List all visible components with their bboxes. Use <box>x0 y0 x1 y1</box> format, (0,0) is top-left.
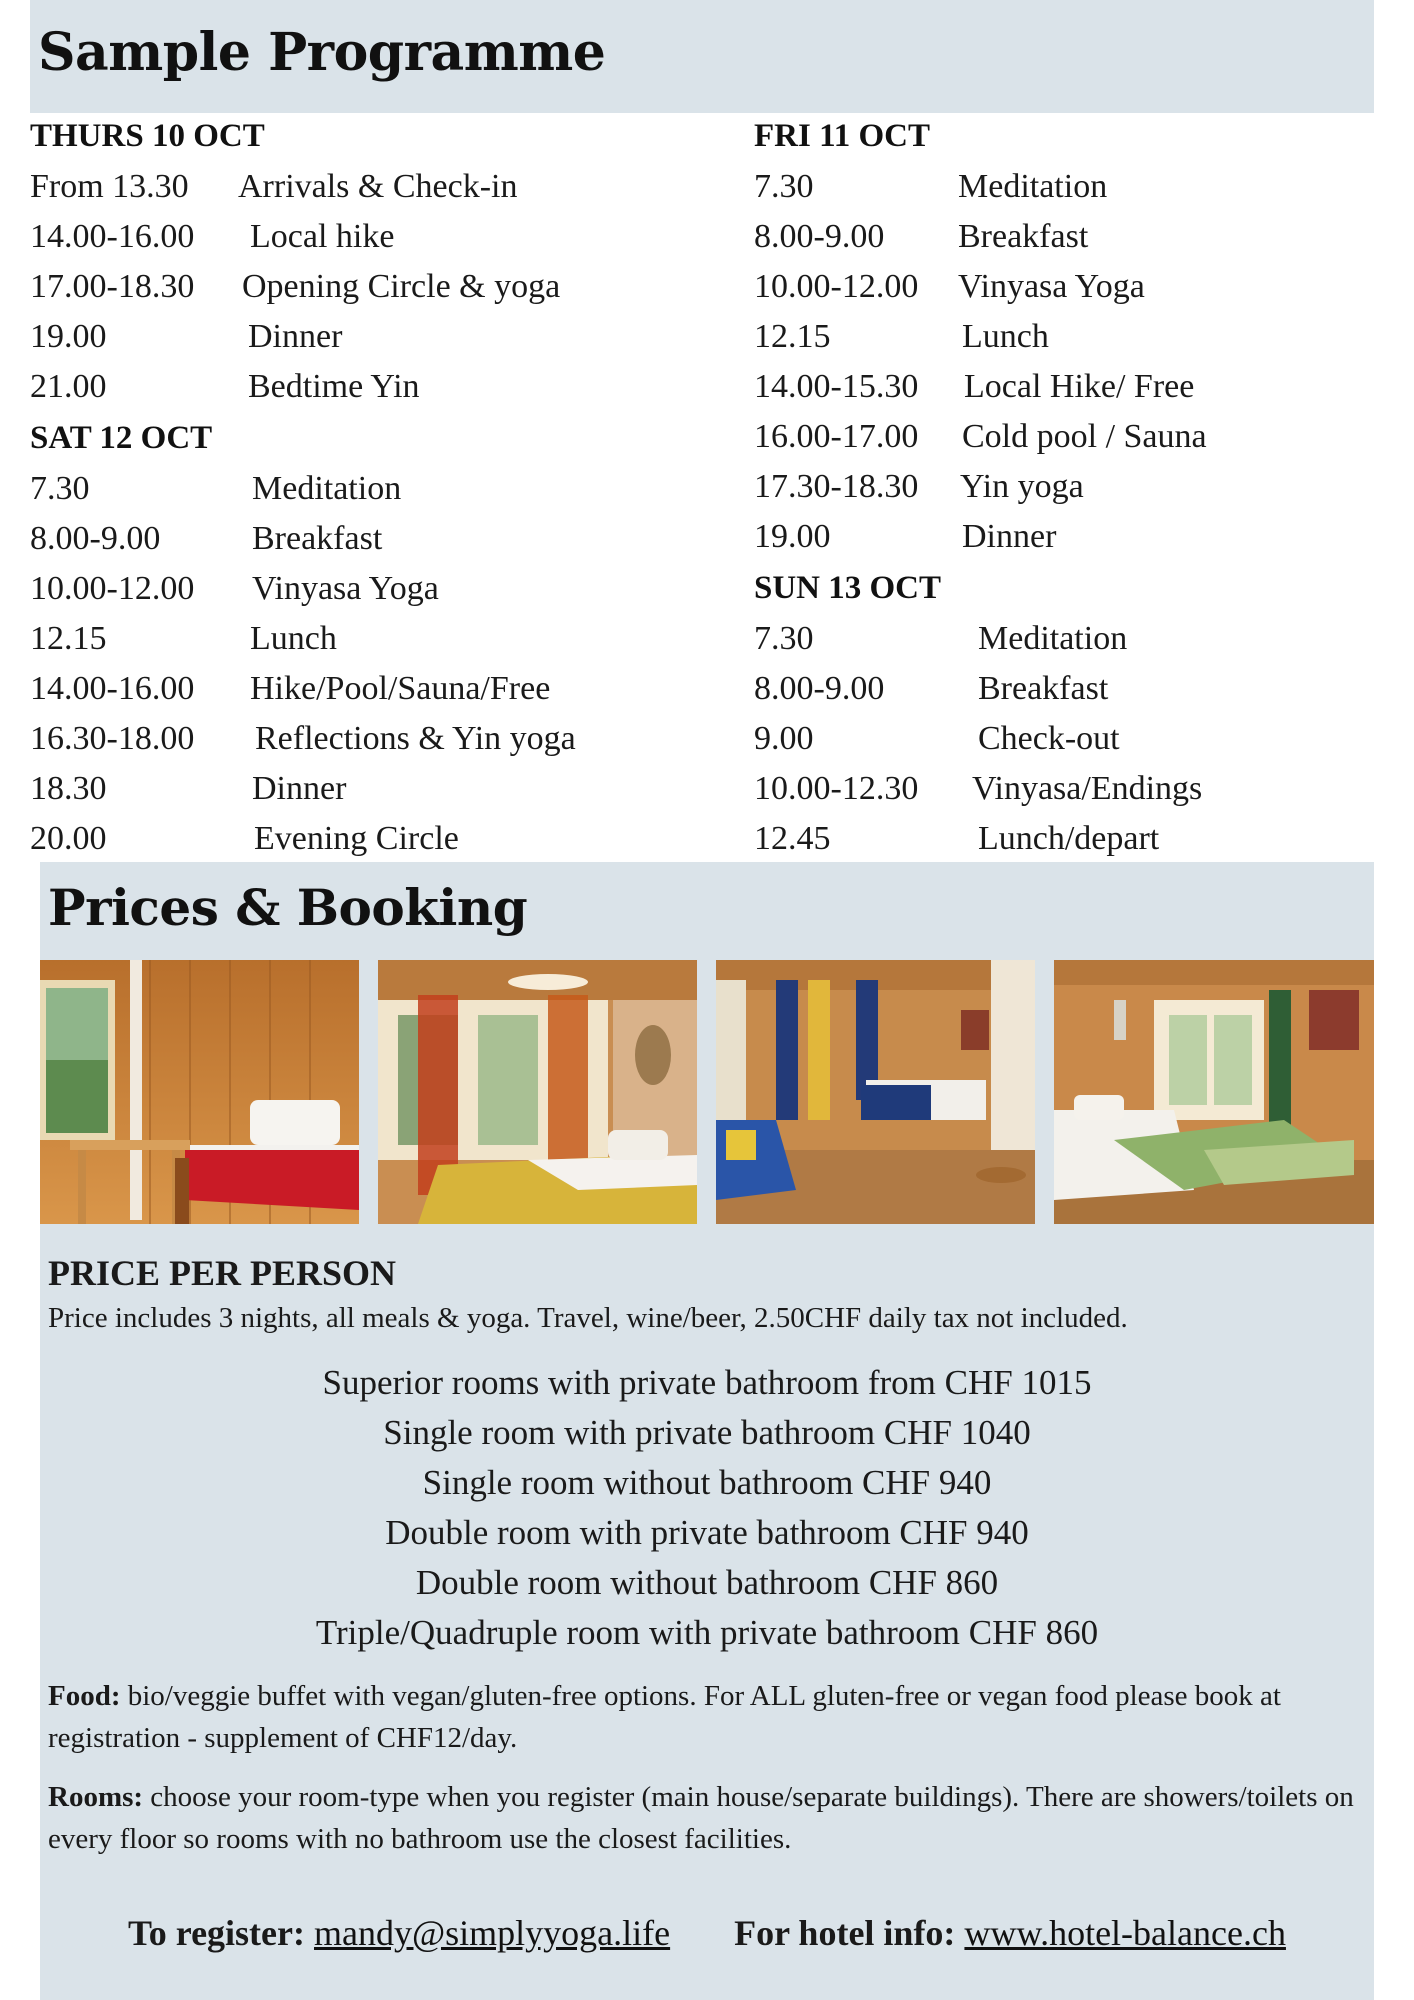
activity: Lunch <box>962 318 1049 355</box>
section-title: Prices & Booking <box>48 878 528 937</box>
time: 10.00-12.00 <box>754 268 919 305</box>
price-item: Single room with private bathroom CHF 1040 <box>383 1413 1031 1452</box>
room-photo <box>1054 960 1374 1224</box>
day-heading: FRI 11 OCT <box>754 118 931 154</box>
activity: Evening Circle <box>254 820 459 857</box>
activity: Meditation <box>252 470 402 507</box>
activity: Arrivals & Check-in <box>238 168 518 205</box>
activity: Local Hike/ Free <box>964 368 1195 405</box>
schedule-row <box>754 162 1354 212</box>
time: 21.00 <box>30 368 107 405</box>
footer <box>40 1912 1374 1954</box>
rooms-label: Rooms: <box>48 1781 144 1813</box>
schedule-row <box>754 312 1354 362</box>
time: 14.00-16.00 <box>30 218 195 255</box>
activity: Bedtime Yin <box>248 368 420 405</box>
schedule-row <box>30 262 730 312</box>
time: 8.00-9.00 <box>754 218 885 255</box>
room-photo <box>40 960 359 1224</box>
time: 12.45 <box>754 820 831 857</box>
activity: Lunch/depart <box>978 820 1160 857</box>
activity: Yin yoga <box>960 468 1084 505</box>
time: 8.00-9.00 <box>754 670 885 707</box>
activity: Lunch <box>250 620 337 657</box>
schedule-row <box>754 262 1354 312</box>
activity: Vinyasa/Endings <box>972 770 1203 807</box>
activity: Dinner <box>962 518 1057 555</box>
activity: Check-out <box>978 720 1120 757</box>
activity: Breakfast <box>252 520 383 557</box>
price-list <box>40 1358 1374 1658</box>
food-label: Food: <box>48 1680 121 1712</box>
schedule-row <box>754 614 1354 664</box>
schedule-row <box>30 814 730 864</box>
price-item: Triple/Quadruple room with private bathroom CHF 860 <box>315 1613 1099 1652</box>
time: 7.30 <box>754 168 814 205</box>
schedule-left-column <box>30 110 730 864</box>
time: 9.00 <box>754 720 814 757</box>
time: 18.30 <box>30 770 107 807</box>
time: 14.00-15.30 <box>754 368 919 405</box>
schedule-row <box>30 614 730 664</box>
schedule-row <box>30 564 730 614</box>
schedule-row <box>30 312 730 362</box>
price-heading: PRICE PER PERSON <box>48 1253 397 1293</box>
time: 14.00-16.00 <box>30 670 195 707</box>
schedule-row <box>754 664 1354 714</box>
hotel-label: For hotel info: <box>734 1913 956 1953</box>
activity: Local hike <box>250 218 395 255</box>
activity: Vinyasa Yoga <box>958 268 1145 305</box>
time: 12.15 <box>30 620 107 657</box>
activity: Dinner <box>252 770 347 807</box>
price-item: Superior rooms with private bathroom from CHF 1015 <box>322 1363 1092 1402</box>
rooms-note <box>48 1776 1358 1860</box>
schedule-row <box>30 362 730 412</box>
time: 19.00 <box>754 518 831 555</box>
schedule-row <box>30 464 730 514</box>
schedule-row <box>754 462 1354 512</box>
schedule-right-column <box>754 110 1354 864</box>
room-photo <box>716 960 1035 1224</box>
food-text: bio/veggie buffet with vegan/gluten-free options. For ALL gluten-free or vegan food please book at registration - supplement of CHF12/day. <box>48 1680 1281 1754</box>
schedule-row <box>754 412 1354 462</box>
time: 8.00-9.00 <box>30 520 161 557</box>
price-item: Single room without bathroom CHF 940 <box>422 1463 992 1502</box>
schedule-row <box>30 714 730 764</box>
activity: Reflections & Yin yoga <box>255 720 576 757</box>
schedule-row <box>30 764 730 814</box>
time: 10.00-12.00 <box>30 570 195 607</box>
activity: Opening Circle & yoga <box>242 268 561 305</box>
schedule-row <box>754 362 1354 412</box>
activity: Cold pool / Sauna <box>962 418 1207 455</box>
register-label: To register: <box>128 1913 305 1953</box>
schedule-row <box>754 714 1354 764</box>
schedule-row <box>754 512 1354 562</box>
rooms-text: choose your room-type when you register (main house/separate buildings). There are showers/toilets on every floor so rooms with no bathroom use the closest facilities. <box>48 1781 1354 1855</box>
activity: Meditation <box>978 620 1128 657</box>
time: 10.00-12.30 <box>754 770 919 807</box>
time: 17.30-18.30 <box>754 468 919 505</box>
time: 20.00 <box>30 820 107 857</box>
schedule-row <box>754 764 1354 814</box>
time: From 13.30 <box>30 168 189 205</box>
time: 7.30 <box>30 470 90 507</box>
schedule-row <box>30 514 730 564</box>
activity: Hike/Pool/Sauna/Free <box>250 670 551 707</box>
time: 12.15 <box>754 318 831 355</box>
activity: Breakfast <box>958 218 1089 255</box>
time: 19.00 <box>30 318 107 355</box>
schedule-row <box>754 814 1354 864</box>
page-title: Sample Programme <box>38 22 606 83</box>
schedule-row <box>754 212 1354 262</box>
schedule-row <box>30 212 730 262</box>
day-heading: SAT 12 OCT <box>30 420 213 456</box>
day-heading: SUN 13 OCT <box>754 570 942 606</box>
activity: Dinner <box>248 318 343 355</box>
room-photo <box>378 960 697 1224</box>
time: 7.30 <box>754 620 814 657</box>
activity: Vinyasa Yoga <box>252 570 439 607</box>
price-item: Double room without bathroom CHF 860 <box>415 1563 999 1602</box>
register-email-link[interactable]: mandy@simplyyoga.life <box>314 1913 671 1953</box>
time: 16.30-18.00 <box>30 720 195 757</box>
time: 16.00-17.00 <box>754 418 919 455</box>
hotel-website-link[interactable]: www.hotel-balance.ch <box>964 1913 1286 1953</box>
price-subtext: Price includes 3 nights, all meals & yoga. Travel, wine/beer, 2.50CHF daily tax not included. <box>48 1302 1128 1334</box>
price-item: Double room with private bathroom CHF 940 <box>385 1513 1029 1552</box>
time: 17.00-18.30 <box>30 268 195 305</box>
activity: Meditation <box>958 168 1108 205</box>
schedule-row <box>30 664 730 714</box>
schedule-row <box>30 162 730 212</box>
food-note <box>48 1675 1358 1759</box>
day-heading: THURS 10 OCT <box>30 118 265 154</box>
activity: Breakfast <box>978 670 1109 707</box>
